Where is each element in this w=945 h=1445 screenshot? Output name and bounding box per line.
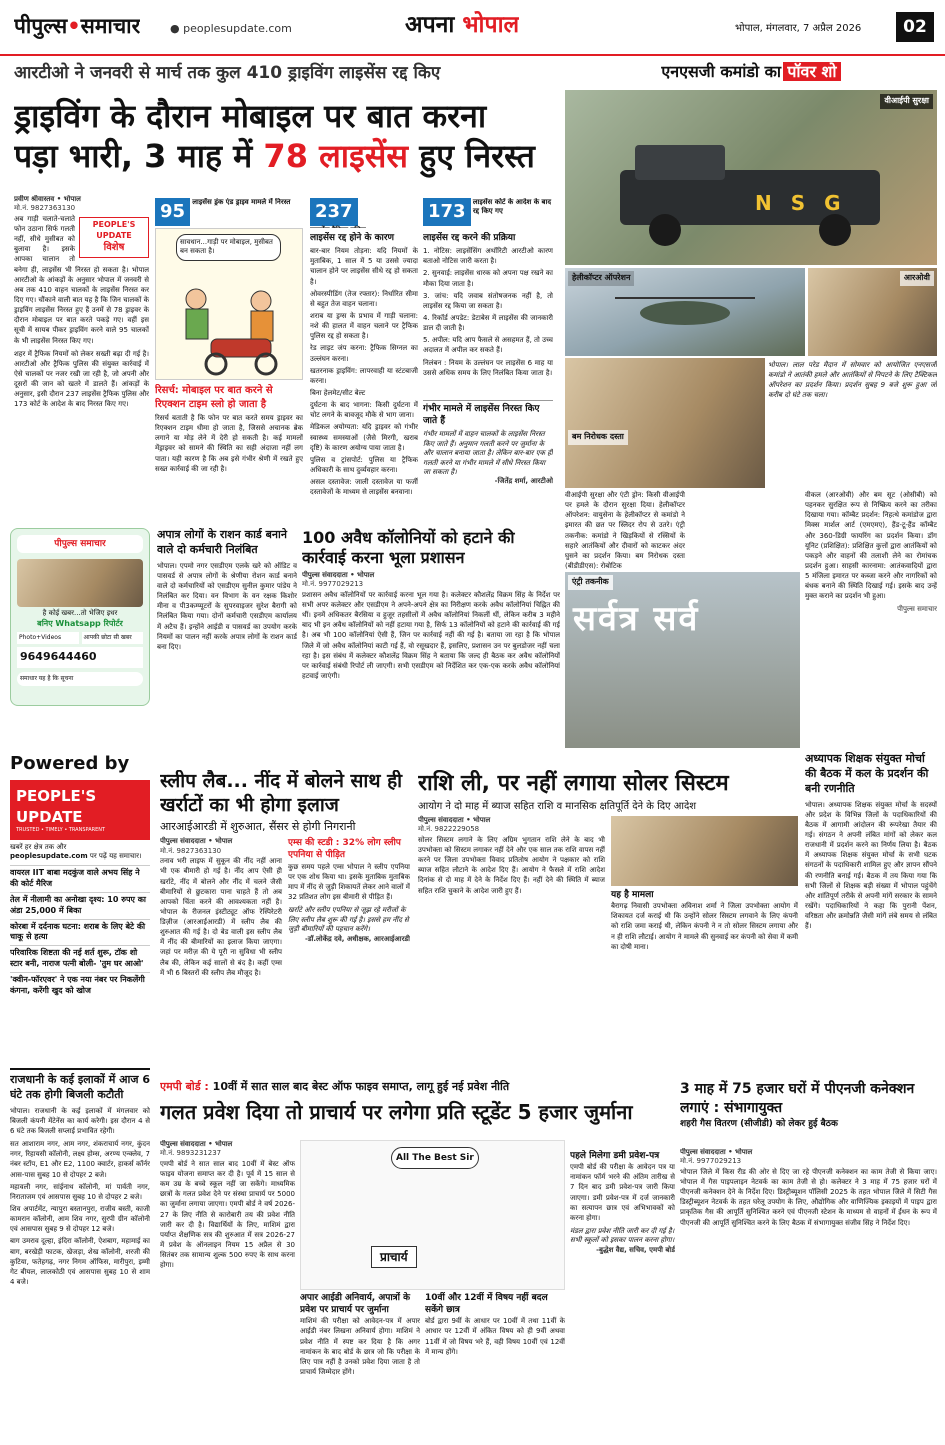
stat-237-label xyxy=(310,226,370,228)
nsg-caption-col2: वीकल (आरओवी) और बम सूट (ओसीबी) को पहनकर सुरक्षित रूप से निष्क्रिय करने का तरीका दिखाया गया। कॉम्बैट प्रदर्शन: निहत्थे कमांडोज द्वारा मिक्स मार्शल आर्ट (एमएमए), हैंड-टू-हैंड कॉम्बैट और 360-डिग्री फायरिंग का प्रदर्शन किया। डॉग यूनिट (प्रशिक्षित): प्रशिक्षित कुत्तों द्वारा आतंकियों को पकड़ने और वाहनों की तलाशी लेने का रोमांचक प्रदर्शन हुआ। साहसी कारनामा: आतंकवादियों द्वारा 5 मंजिला इमारत पर कब्जा करने और नागरिकों को बंधक बनाने की स्थिति दिखाई गई। इसके बाद उन्हें मुक्त कराने का प्रदर्शन भी हुआ। पीपुल्स समाचार xyxy=(805,491,937,613)
reason-item: ओवरस्पीडिंग (तेज रफ्तार): निर्धारित सीमा से बहुत तेज वाहन चलाना। xyxy=(310,289,418,308)
nsg-main-caption: भोपाल। लाल परेड मैदान में सोमवार को आयोजित एनएसजी कमांडो ने आतंकी हमले और आतंकियों से निपटने के लिए टैक्टिकल ऑपरेशन का प्रदर्शन किया। प्रदर्शन सुबह 9 बजे शुरू हुआ जो करीब दो घंटे तक चला। xyxy=(768,361,937,400)
reason-item: खतरनाक ड्राइविंग: लापरवाही या स्टंटबाजी करना। xyxy=(310,366,418,385)
stat-237: 237 xyxy=(310,198,358,226)
news-item[interactable]: 'क्वीन-फॉरएवर' ने एक नया नंबर पर निकलेंगी कंगना, करेंगी खुद को खोज xyxy=(10,972,150,997)
lead-body-2: शहर में ट्रैफिक नियमों को लेकर सख्ती बढ़ा दी गई है। आरटीओ और ट्रैफिक पुलिस की संयुक्त कार्रवाई में ऐसे चालकों पर नजर रखी जा रही है, जो अपनी और दूसरों की जान को खतरे में डालते हैं। आंकड़ों के अनुसार, इसी दौरान 237 लाइसेंस ट्रैफिक पुलिस और 173 कोर्ट के आदेश के बाद निरस्त किए गए। xyxy=(14,349,149,409)
solar-story: राशि ली, पर नहीं लगाया सोलर सिस्टम आयोग ने दो माह में ब्याज सहित राशि व मानसिक क्षतिपूर्ति देने के दिए आदेश पीपुल्स संवाददाता • भोपाल मो.नं. 9822229058 सोलर सिस्टम लगाने के लिए अग्रिम भुगतान राशि लेने के बाद भी उपभोक्ता को सिस्टम लगाकर नहीं देने और एक साल तक राशि वापस नहीं करने पर जिला उपभोक्ता विवाद प्रतितोष आयोग ने पक्षकार को राशि ब्याज सहित लौटाने के आदेश दिए हैं। आयोग ने फैसले में राशि आदेश दिनांक से दो माह में देने के निर्देश दिए हैं। नहीं देने की स्थिति में ब्याज सहित राशि चुकाने के आदेश जारी हुए हैं। यह है मामला बैरागढ़ निवासी उपभोक्ता अविनाश शर्मा ने जिला उपभोक्ता आयोग में शिकायत दर्ज कराई थी कि उन्होंने सोलर सिस्टम लगवाने के लिए कंपनी को राशि जमा कराई थी, लेकिन कंपनी ने न तो सोलर सिस्टम लगाया और न ही राशि लौटाई। आयोग ने मामले की सुनवाई कर कंपनी को सेवा में कमी का दोषी माना। xyxy=(418,771,798,951)
process-step: 4. रिकॉर्ड अपडेट: डेटाबेस में लाइसेंस की जानकारी डाल दी जाती है। xyxy=(423,313,553,333)
mp-board-cartoon xyxy=(300,1140,565,1290)
area-item: शिव अपार्टमेंट, न्यापुरा बस्तानपुरा, राजीव बस्ती, काजी कामरान कॉलोनी, आम शिव नगर, सुरपी ग्रीन कॉलोनी एवं आसपास सुबह 9 से दोपहर 12 बजे। xyxy=(10,1204,150,1234)
cartoon-bubble-best-sir: All The Best Sir xyxy=(391,1147,479,1169)
byline: प्रवीण श्रीवास्तव • भोपाल xyxy=(14,195,81,203)
reason-item: बिना हेलमेट/सीट बेल्ट xyxy=(310,388,366,397)
masthead xyxy=(0,0,945,56)
brand-logo[interactable]: पीपुल्स•समाचार xyxy=(14,14,141,38)
mp-board-headline[interactable]: गलत प्रवेश दिया तो प्राचार्य पर लगेगा प्रति स्टूडेंट 5 हजार जुर्माना xyxy=(160,1100,633,1124)
news-label: आपकी छोटा सी खबर xyxy=(82,632,144,644)
bomb-squad-photo[interactable] xyxy=(565,358,765,488)
news-item[interactable]: कोरबा में दर्दनाक घटना: शराब के लिए बेटे की चाकू से हत्या xyxy=(10,919,150,944)
mp-board-box3: पहले मिलेगा डमी प्रवेश-पत्र एमपी बोर्ड की परीक्षा के आवेदन पत्र या नामांकन फॉर्म भरने की अंतिम तारीख से 7 दिन बाद डमी प्रवेश-पत्र जारी किया जाएगा। डमी प्रवेश-पत्र में दर्ज जानकारी का सत्यापन छात्र एवं अभिभावकों को करना होगा। मंडल द्वारा प्रवेश नीति जारी कर दी गई है। सभी स्कूलों को इसका पालन करना होगा। -बुद्धेश वैद्य, सचिव, एमपी बोर्ड xyxy=(570,1151,675,1254)
cartoon-speech-bubble: सावधान...गाड़ी पर मोबाइल, मुसीबत बन सकता है। xyxy=(176,234,281,261)
teacher-story: अध्यापक शिक्षक संयुक्त मोर्चा की बैठक में कल के प्रदर्शन की बनी रणनीति भोपाल। अध्यापक शिक्षक संयुक्त मोर्चा के सदस्यों और प्रदेश के विभिन्न जिलों के पदाधिकारियों की बैठक में आगामी आंदोलन की रूपरेखा तैयार की गई। संगठन ने अपनी लंबित मांगों को लेकर कल राजधानी में प्रदर्शन करने का निर्णय लिया है। बैठक में अध्यापक शिक्षक संयुक्त मोर्चा के सभी घटक संगठनों के पदाधिकारी शामिल हुए और ज्ञापन सौंपने की रणनीति बनाई गई। बैठक में तय किया गया कि सभी जिलों से शिक्षक बड़ी संख्या में भोपाल पहुंचेंगे और शांतिपूर्ण तरीके से अपनी मांगें सरकार के सामने रखेंगे। पदाधिकारियों ने कहा कि पुरानी पेंशन, वरिष्ठता और क्रमोन्नति जैसी मांगें लंबे समय से लंबित हैं। xyxy=(805,752,937,931)
lead-headline-line1: ड्राइविंग के दौरान मोबाइल पर बात करना xyxy=(14,97,487,135)
special-badge: PEOPLE'S UPDATE विशेष xyxy=(79,217,149,258)
ration-story: अपात्र लोगों के राशन कार्ड बनाने वाले दो कर्मचारी निलंबित भोपाल। एपमो नगर एसडीएम एलके खरे को ऑडिट व पासवर्ड से अपात्र लोगों के श्रेणीया रोशन कार्ड बनाने वाले दो कर्मचारियों को एसडीएम सुनील कुमार पांडेय ने निलंबित कर दिया। वन विभाग के वन रक्षक किशोर मीना व पी3कम्प्यूटरों के सुपरवाइजर सुरेश बैरागी को निलंबित किया गया। दोनों कर्मचारी एसडीएम कार्यालय में अटैच हैं। इन्होंने आईडी व पासवर्ड का उपयोग करके नियमों का पालन नहीं करके अपात्र लोगों के राशन कार्ड बना दिए। xyxy=(157,528,297,651)
nsg-caption-col1: वीआईपी सुरक्षा और एंटी ड्रोन: किसी वीआईपी पर हमले के दौरान सुरक्षा दिया। हेलीकॉप्टर ऑपरेशन: वायुसेना के हेलीकॉप्टर से कमांडो ने इमारत की छत पर स्लिदर रोप से उतरे। एंट्री तकनीक: कमांडो ने खिड़कियों से रस्सियों के सहारे आतंकियों और दीवारों को काटकर अंदर घुसने का प्रदर्शन किया। बम निरोधक दस्ता (बीडीडीएस): रोबोटिक xyxy=(565,491,685,570)
truck-nsg-label: N S G xyxy=(755,191,847,215)
helicopter-photo[interactable] xyxy=(565,268,805,356)
colonies-story: 100 अवैध कॉलोनियों को हटाने की कार्रवाई करना भूला प्रशासन पीपुल्स संवाददाता • भोपाल मो.नं. 9977029213 प्रशासन अवैध कॉलोनियों पर कार्रवाई करना भूल गया है। कलेक्टर कौशलेंद्र विक्रम सिंह के निर्देश पर सभी अपर कलेक्टर और एसडीएम ने अपने-अपने क्षेत्र का निरीक्षण करके अवैध कॉलोनियां चिह्नित की थीं। इनमें अधिकतर बैरसिया व हुजूर तहसीलों में अवैध कॉलोनियां निकलीं थीं, लेकिन करीब 3 महीने बाद भी इन अवैध कॉलोनियों को नहीं हटाया गया है, सिर्फ 13 कॉलोनियों को हटाने की कार्रवाई की गई है। अब भी 100 कॉलोनियां ऐसी हैं, जिन पर कार्रवाई नहीं की गई है। बताया जा रहा है कि भोपाल जिले में जो अवैध कॉलोनियां काटी गई हैं, वो रसूखदार हैं, इसलिए, प्रशासन उन पर बुलडोजर नहीं चला रहा है। इस संबंध में कलेक्टर कौशलेंद्र विक्रम सिंह ने बताया कि जल्द ही बैठक कर अवैध कॉलोनियों पर कार्रवाई संबंधी रिपोर्ट ली जाएगी। सभी एसडीएम को निर्देशित कर एक-एक करके अवैध कॉलोनियां हटवाई जाएंगी। xyxy=(302,528,560,680)
process-step: 5. अपील: यदि आप फैसले से असहमत हैं, तो उच्च अदालत में अपील कर सकते हैं। xyxy=(423,336,553,355)
banner-text: सर्वत्र सर्व xyxy=(573,599,700,639)
area-item: बाग उमराव दूल्हा, इंदिरा कॉलोनी, ऐशबाग, महामाई का बाग, बरखेड़ी फाटक, खेजड़ा, शेख कॉलोनी, शरजी की कुटिया, फतेहगढ़, नगर निगम ऑफिस, मारीपुरा, इम्मी गेट बीयल, लालकोठी एवं आसपास सुबह 10 से शाम 4 बजे। xyxy=(10,1237,150,1286)
cartoon-sign: प्राचार्य xyxy=(371,1246,417,1268)
rov-photo[interactable] xyxy=(808,268,937,356)
stat-173-label: लाइसेंस कोर्ट के आदेश के बाद रद्द किए गए xyxy=(472,198,552,216)
section-title xyxy=(405,10,519,41)
process-step: निलंबन : नियम के उल्लंघन पर लाइसेंस 6 माह या उससे अधिक समय के लिए निलंबित किया जाता है। xyxy=(423,358,553,377)
gavel-photo xyxy=(611,816,798,886)
process-step: 1. नोटिस: लाइसेंसिंग अथॉरिटी आरटीओ कारण बताओ नोटिस जारी करता है। xyxy=(423,247,553,266)
mp-board-body: पीपुल्स संवाददाता • भोपाल मो.नं. 9893231237 एमपी बोर्ड ने सात साल बाद 10वीं में बेस्ट ऑफ फाइव योजना समाप्त कर दी है। पूर्व में 15 साल से कम उम्र के बच्चे स्कूल नहीं जा सकेंगे। माध्यमिक छात्रों के गलत प्रवेश देने पर संस्था प्राचार्य पर 5000 का जुर्माना लगाया जाएगा। एमपी बोर्ड ने वर्ष 2026-27 के लिए नीति से कारोबारी तय की प्रवेश नीति जारी कर दी है। विद्यार्थियों के लिए, माशिमं द्वारा पर्याप्त शैक्षणिक सत्र की शुरुआत में सत्र 2026-27 में प्रवेश के ऑनलाइन नियम 15 अप्रैल से 30 सितंबर तक सामान्य शुल्क 500 रुपए के साथ करना होगा। xyxy=(160,1140,295,1270)
reasons-list: लाइसेंस रद्द होने के कारण बार-बार नियम तोड़ना: यदि नियमों के मुताबिक, 1 साल में 5 या उससे ज्यादा चालान होने पर लाइसेंस सीधे रद्द हो सकता है। ओवरस्पीडिंग (तेज रफ्तार): निर्धारित सीमा से बहुत तेज वाहन चलाना। शराब या ड्रग्स के प्रभाव में गाड़ी चलाना: नशे की हालत में वाहन चलाने पर ट्रैफिक पुलिस रद्द हो सकता है। रेड लाइट जंप करना: ट्रैफिक सिग्नल का उल्लंघन करना। खतरनाक ड्राइविंग: लापरवाही या स्टंटबाजी करना। बिना हेलमेट/सीट बेल्ट दुर्घटना के बाद भागना: किसी दुर्घटना में चोट लगने के बावजूद मौके से भाग जाना। मेडिकल अयोग्यता: यदि ड्राइवर को गंभीर स्वास्थ्य समस्याओं (जैसे मिरगी, खराब दृष्टि) के कारण अयोग्य पाया जाता है। पुलिस व ट्रांसपोर्ट: पुलिस या ट्रैफिक अधिकारी के साथ दुर्व्यवहार करना। असल दस्तावेज: जाली दस्तावेज या फर्जी दस्तावेजों के माध्यम से लाइसेंस बनवाना। xyxy=(310,233,418,497)
globe-icon: ● xyxy=(170,22,184,35)
mp-board-box1: अपार आईडी अनिवार्य, अपात्रों के प्रवेश पर प्राचार्य पर जुर्माना माशिमं की परीक्षा को आवेदन-पत्र में अपार आईडी नंबर लिखना अनिवार्य होगा। माशिमं ने प्रवेश नीति में स्पष्ट कर दिया है कि अगर नामांकन के बाद बोर्ड के छात्र जो कि परीक्षा के लिए पात्र नहीं है उनको प्रवेश दिया जाता है तो प्राचार्य जिम्मेदार होंगे। xyxy=(300,1293,420,1376)
stat-237-box xyxy=(310,198,418,228)
reason-item: दुर्घटना के बाद भागना: किसी दुर्घटना में चोट लगने के बावजूद मौके से भाग जाना। xyxy=(310,401,418,420)
stat-95: 95 xyxy=(155,198,190,226)
stat-95-box xyxy=(155,198,305,226)
tag-helicopter: हेलीकॉप्टर ऑपरेशन xyxy=(568,271,634,286)
whatsapp-photo xyxy=(17,559,143,607)
lead-kicker: आरटीओ ने जनवरी से मार्च तक कुल 410 ड्राइविंग लाइसेंस रद्द किए xyxy=(14,63,441,83)
process-list: लाइसेंस रद्द करने की प्रक्रिया 1. नोटिस: लाइसेंसिंग अथॉरिटी आरटीओ कारण बताओ नोटिस जारी करता है। 2. सुनवाई: लाइसेंस धारक को अपना पक्ष रखने का मौका दिया जाता है। 3. जांच: यदि जवाब संतोषजनक नहीं है, तो लाइसेंस रद्द किया जा सकता है। 4. रिकॉर्ड अपडेट: डेटाबेस में लाइसेंस की जानकारी डाल दी जाती है। 5. अपील: यदि आप फैसले से असहमत हैं, तो उच्च अदालत में अपील कर सकते हैं। निलंबन : नियम के उल्लंघन पर लाइसेंस 6 माह या उससे अधिक समय के लिए निलंबित किया जाता है। xyxy=(423,233,553,377)
dateline: भोपाल, मंगलवार, 7 अप्रैल 2026 xyxy=(735,23,862,34)
rto-quote-box: गंभीर मामले में लाइसेंस निरस्त किए जाते हैं गंभीर मामलों में वाहन चालकों के लाइसेंस निरस्त किए जाते हैं। अनुमान गलती करने पर जुर्माना के और चालान बनाया जाता है। लेकिन बार-बार एक ही गलती करने या गंभीर मामले में सीधे निरस्त किया जा सकता है। -जितेंद्र शर्मा, आरटीओ xyxy=(423,400,553,522)
reason-item: शराब या ड्रग्स के प्रभाव में गाड़ी चलाना: नशे की हालत में वाहन चलाने पर ट्रैफिक पुलिस रद्द हो सकता है। xyxy=(310,311,418,341)
peoples-update-logo[interactable]: PEOPLE'S UPDATE TRUSTED • TIMELY • TRANSPARENT xyxy=(10,780,150,839)
cartoon-mobile-driver xyxy=(155,228,303,380)
nsg-kicker: एनएसजी कमांडो का पॉवर शो xyxy=(565,62,937,88)
reason-item: मेडिकल अयोग्यता: यदि ड्राइवर को गंभीर स्वास्थ्य समस्याओं (जैसे मिरगी, खराब दृष्टि) के कारण अयोग्य पाया जाता है। xyxy=(310,423,418,452)
process-step: 3. जांच: यदि जवाब संतोषजनक नहीं है, तो लाइसेंस रद्द किया जा सकता है। xyxy=(423,291,553,310)
png-headline: 3 माह में 75 हजार घरों में पीएनजी कनेक्शन लगाएं : संभागायुक्त शहरी गैस वितरण (सीजीडी) को लेकर हुई बैठक xyxy=(680,1081,915,1129)
reason-item: असल दस्तावेज: जाली दस्तावेज या फर्जी दस्तावेजों के माध्यम से लाइसेंस बनवाना। xyxy=(310,478,418,497)
reason-item: बार-बार नियम तोड़ना: यदि नियमों के मुताबिक, 1 साल में 5 या उससे ज्यादा चालान होने पर लाइसेंस सीधे रद्द हो सकता है। xyxy=(310,247,418,286)
tag-vip-security: वीआईपी सुरक्षा xyxy=(880,94,933,109)
stat-173: 173 xyxy=(423,198,471,226)
entry-technique-photo[interactable] xyxy=(565,572,800,748)
chat-input[interactable]: समाधार यह है कि सूचना xyxy=(17,672,143,686)
powered-by: Powered by PEOPLE'S UPDATE TRUSTED • TIMELY • TRANSPARENT खबरें हर क्षेत्र तक और peoplesupdate.com पर पढ़ें यह समाचार। वायरल IIT बाबा मदकुंज वाले अभय सिंह ने की कोर्ट मैरिज तेल में नीलामी का अनोखा दृश्य: 10 रुपए का अंडा 25,000 में बिका कोरबा में दर्दनाक घटना: शराब के लिए बेटे की चाकू से हत्या परिवारिक शिष्टता की नई शर्त शुरू, टॉक शो स्टार बनी, नाराज पत्नी बोली- 'तुम घर आओ' 'क्वीन-फॉरएवर' ने एक नया नंबर पर निकलेंगी कंगना, करेंगी खुद को खोज xyxy=(10,752,150,1132)
png-body: पीपुल्स संवाददाता • भोपाल मो.नं. 9977029213 भोपाल जिले में किस रीड की ओर से दिए जा रहे पीएनजी कनेक्शन का काम तेजी से किया जाए। भोपाल में गैस पाइपलाइन नेटवर्क का काम तेजी से हो। कलेक्टर ने 3 माह में 75 हजार घरों में पीएनजी कनेक्शन देने के निर्देश दिए। डिस्ट्रीब्यूशन पॉलिसी 2025 के तहत भोपाल जिले में सिटी गैस डिस्ट्रीब्यूशन नेटवर्क के तहत घरेलू उपयोग के लिए, औद्योगिक और वाणिज्यिक इकाइयों में पाइप द्वारा प्राकृतिक गैस की आपूर्ति सुनिश्चित करने एवं पीएनजी स्टेशन के माध्यम से वाहनों में ईंधन के रूप में पीएनजी की आपूर्ति सुनिश्चित करने के लिए बैठक में संभागायुक्त संजीव सिंह ने निर्देश दिए। xyxy=(680,1148,937,1227)
truck-illustration xyxy=(565,90,937,265)
news-item[interactable]: तेल में नीलामी का अनोखा दृश्य: 10 रुपए का अंडा 25,000 में बिका xyxy=(10,892,150,917)
reason-item: पुलिस व ट्रांसपोर्ट: पुलिस या ट्रैफिक अधिकारी के साथ दुर्व्यवहार करना। xyxy=(310,455,418,474)
sleep-lab-story: स्लीप लैब... नींद में बोलने साथ ही खर्राटों का भी होगा इलाज आरआईआरडी में शुरुआत, सैंसर से होगी निगरानी पीपुल्स संवाददाता • भोपाल मो.नं. 9827363130 तनाव भरी लाइफ में सुकून की नींद नहीं आना भी एक बीमारी हो गई है। नींद आप ऐसी ही खर्राटे, नींद में बोलने और नींद में चलने जैसी बीमारियों से छुटकारा पाना चाहते हैं तो अब आपको चिंता करने की आवश्यकता नहीं है। भोपाल के रीजनल इंस्टीट्यूट ऑफ रेस्पिरेटरी डिज़ीज (आरआईआरडी) में स्लीप लैब की शुरुआत की गई है। दो बेड वाली इस स्लीप लैब में नींद की बीमारियों का इलाज किया जाएगा। जहां पर मरीज़ की ये पूरी ना सुविधा भी स्लीप लैब की, लेकिन कई सालों से बंद है। कहीं एम्स में भी 6 बिस्तरों की स्लीप लैब मौजूद है। एम्स की स्टडी : 32% लोग स्लीप एपनिया से पीड़ित कुछ समय पहले एम्स भोपाल ने स्लीप एपनिया पर एक शोध किया था। इसके मुताबिक मुताबिक माप में नींद से जुड़ी शिकायतें लेकर आने वालों में 32 प्रतिशत लोग इस बीमारी से पीड़ित हैं। खर्राटे और स्लीप एपनिया से जूझ रहे मरीजों के लिए स्लीप लैब शुरू की गई है। इससे हम नींद से जुड़ी बीमारियों की पहचान करेंगे। -डॉ.लोकेंद्र दवे, अधीक्षक, आरआईआरडी xyxy=(160,770,410,977)
lead-headline-line2: पड़ा भारी, 3 माह में 78 लाइसेंस हुए निरस्त xyxy=(14,137,535,175)
photo-credit: पीपुल्स समाचार xyxy=(897,604,937,613)
powered-by-title: Powered by xyxy=(10,753,130,774)
research-box: रिसर्च: मोबाइल पर बात करने से रिएक्शन टाइम स्लो हो जाता है रिसर्च बताती है कि फोन पर बात करते समय ड्राइवर का रिएक्शन टाइम धीमा हो जाता है, जिससे अचानक ब्रेक लगाने या मोड़ लेने में देरी हो सकती है। कई मामलों मेंड्राइवर को सामने की स्थिति का सही अंदाजा नहीं लग पाता। यही कारण है कि अब इसे गंभीर श्रेणी में रखते हुए सख्त कार्रवाई की जा रही है। xyxy=(155,385,303,473)
tag-bomb-squad: बम निरोधक दस्ता xyxy=(568,430,628,445)
stat-173-box xyxy=(423,198,553,228)
section-title-black: अपना xyxy=(405,12,455,38)
stat-95-label: लाइसेंस ड्रंक एंड ड्राइव मामले में निरस्त xyxy=(192,198,291,206)
power-cut-story: राजधानी के कई इलाकों में आज 6 घंटे तक होगी बिजली कटौती भोपाल। राजधानी के कई इलाकों में मंगलवार को बिजली कंपनी मेंटेनेंस का कार्य करेगी। इस दौरान 4 से 6 घंटे तक बिजली सप्लाई प्रभावित रहेगी। सत आशाराम नगर, आम नगर, शंकराचार्य नगर, कुंदन नगर, रिहायसी कॉलोनी, लक्ष्य होम्स, अरण्य एन्क्लेव, 7 नंबर स्टॉप, E1 और E2, 1100 क्वार्टर, हाकर्स कॉर्नर आस-पास सुबह 10 से दोपहर 2 बजे। महावली नगर, सांईनाथ कॉलोनी, मां पार्वती नगर, निराताजम एवं आसपास सुबह 10 से दोपहर 2 बजे। शिव अपार्टमेंट, न्यापुरा बस्तानपुरा, राजीव बस्ती, काजी कामरान कॉलोनी, आम शिव नगर, सुरपी ग्रीन कॉलोनी एवं आसपास सुबह 9 से दोपहर 12 बजे। बाग उमराव दूल्हा, इंदिरा कॉलोनी, ऐशबाग, महामाई का बाग, बरखेड़ी फाटक, खेजड़ा, शेख कॉलोनी, शरजी की कुटिया, फतेहगढ़, नगर निगम ऑफिस, मारीपुरा, इम्मी गेट बीयल, लालकोठी एवं आसपास सुबह 10 से शाम 4 बजे। xyxy=(10,1068,150,1440)
news-item[interactable]: परिवारिक शिष्टता की नई शर्त शुरू, टॉक शो स्टार बनी, नाराज पत्नी बोली- 'तुम घर आओ' xyxy=(10,945,150,970)
mp-board-box2: 10वीं और 12वीं में विषय नहीं बदल सकेंगे छात्र बोर्ड द्वारा 9वीं के आधार पर 10वीं में तथा 11वीं के आधार पर 12वीं में अंकित विषय को ही 9वीं अथवा 11वीं में जो विषय भरे हैं, वही विषय 10वीं एवं 12वीं में मान्य होंगे। xyxy=(425,1293,565,1356)
whatsapp-number: 9649644460 xyxy=(17,647,143,668)
nsg-truck-photo[interactable] xyxy=(565,90,937,265)
cartoon-illustration xyxy=(156,229,303,379)
whatsapp-brand: पीपुल्स समाचार xyxy=(17,535,143,553)
mp-board-kicker: एमपी बोर्ड : 10वीं में सात साल बाद बेस्ट ऑफ फाइव समाप्त, लागू हुई नई प्रवेश नीति xyxy=(160,1080,510,1093)
phone: मो.नं. 9827363130 xyxy=(14,204,76,213)
photo-videos-label: Photo+Videos xyxy=(17,632,79,644)
page-number: 02 xyxy=(896,12,934,42)
tag-rov: आरओवी xyxy=(900,271,934,286)
area-item: सत आशाराम नगर, आम नगर, शंकराचार्य नगर, कुंदन नगर, रिहायसी कॉलोनी, लक्ष्य होम्स, अरण्य एन्क्लेव, 7 नंबर स्टॉप, E1 और E2, 1100 क्वार्टर, हाकर्स कॉर्नर आस-पास सुबह 10 से दोपहर 2 बजे। xyxy=(10,1140,150,1179)
section-title-red: भोपाल xyxy=(462,12,520,38)
lead-body: अब गाड़ी चलाते-चलाते फोन उठाना सिर्फ गलती नहीं, सीधे मुसीबत को बुलावा है। इसके आपका चालान तो बनेगा ही, लाइसेंस भी निरस्त हो सकता है। भोपाल आरटीओ के आंकड़ों के अनुसार भोपाल में जनवरी से अब तक 410 वाहन चालकों के लाइसेंस निरस्त कर दिए गए। चौंकाने वाली बात यह है कि जिन चालकों के ड्राइविंग लाइसेंस निरस्त हुए हैं उनमें से 78 ड्राइवर के दौरान मोबाइल पर बात करते पकड़े गए। वहीं इस सूची में सायब पीकर ड्राइविंग करने वाले 95 चालकों के भी लाइसेंस निरस्त किए गए। xyxy=(14,214,149,345)
tag-entry: एंट्री तकनीक xyxy=(568,575,613,590)
area-item: महावली नगर, सांईनाथ कॉलोनी, मां पार्वती नगर, निराताजम एवं आसपास सुबह 10 से दोपहर 2 बजे। xyxy=(10,1182,150,1201)
lead-column-1 xyxy=(14,195,149,525)
site-url[interactable]: ● peoplesupdate.com xyxy=(170,22,292,35)
news-item[interactable]: वायरल IIT बाबा मदकुंज वाले अभय सिंह ने की कोर्ट मैरिज xyxy=(10,865,150,890)
lead-headline[interactable] xyxy=(14,96,559,188)
reason-item: रेड लाइट जंप करना: ट्रैफिक सिग्नल का उल्लंघन करना। xyxy=(310,344,418,363)
peoplesupdate-link[interactable]: peoplesupdate.com xyxy=(10,851,88,860)
whatsapp-ad[interactable]: पीपुल्स समाचार है कोई खबर...तो भेजिए इधर बनिए Whatsapp रिपोर्टर Photo+Videos आपकी छोटा सी खबर 9649644460 समाधार यह है कि सूचना xyxy=(10,528,150,706)
process-step: 2. सुनवाई: लाइसेंस धारक को अपना पक्ष रखने का मौका दिया जाता है। xyxy=(423,269,553,288)
